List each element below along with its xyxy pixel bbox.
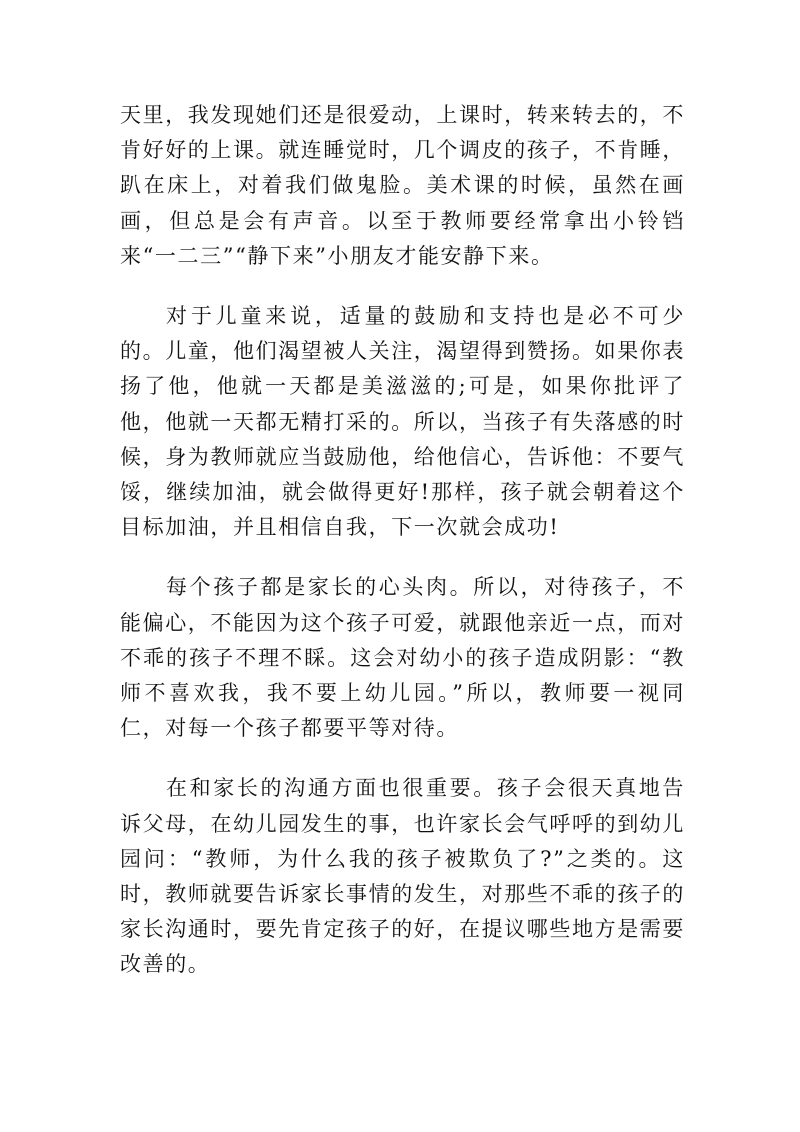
paragraph-4: 在和家长的沟通方面也很重要。孩子会很天真地告诉父母，在幼儿园发生的事，也许家长会气呼呼的到幼儿园问：“教师，为什么我的孩子被欺负了?”之类的。这时，教师就要告诉家长事情的发生，对那些不乖的孩子的家长沟通时，要先肯定孩子的好，在提议哪些地方是需要改善的。 (120, 776, 685, 977)
document-page (120, 98, 685, 1008)
paragraph-2: 对于儿童来说，适量的鼓励和支持也是必不可少的。儿童，他们渴望被人关注，渴望得到赞扬。如果你表扬了他，他就一天都是美滋滋的;可是，如果你批评了他，他就一天都无精打采的。所以，当孩子有失落感的时候，身为教师就应当鼓励他，给他信心，告诉他：不要气馁，继续加油，就会做得更好!那样，孩子就会朝着这个目标加油，并且相信自我，下一次就会成功! (120, 304, 685, 540)
paragraph-3: 每个孩子都是家长的心头肉。所以，对待孩子，不能偏心，不能因为这个孩子可爱，就跟他亲近一点，而对不乖的孩子不理不睬。这会对幼小的孩子造成阴影：“教师不喜欢我，我不要上幼儿园。”所以，教师要一视同仁，对每一个孩子都要平等对待。 (120, 575, 685, 741)
paragraph-1: 天里，我发现她们还是很爱动，上课时，转来转去的，不肯好好的上课。就连睡觉时，几个调皮的孩子，不肯睡，趴在床上，对着我们做鬼脸。美术课的时候，虽然在画画，但总是会有声音。以至于教师要经常拿出小铃铛来“一二三”“静下来”小朋友才能安静下来。 (120, 103, 685, 268)
